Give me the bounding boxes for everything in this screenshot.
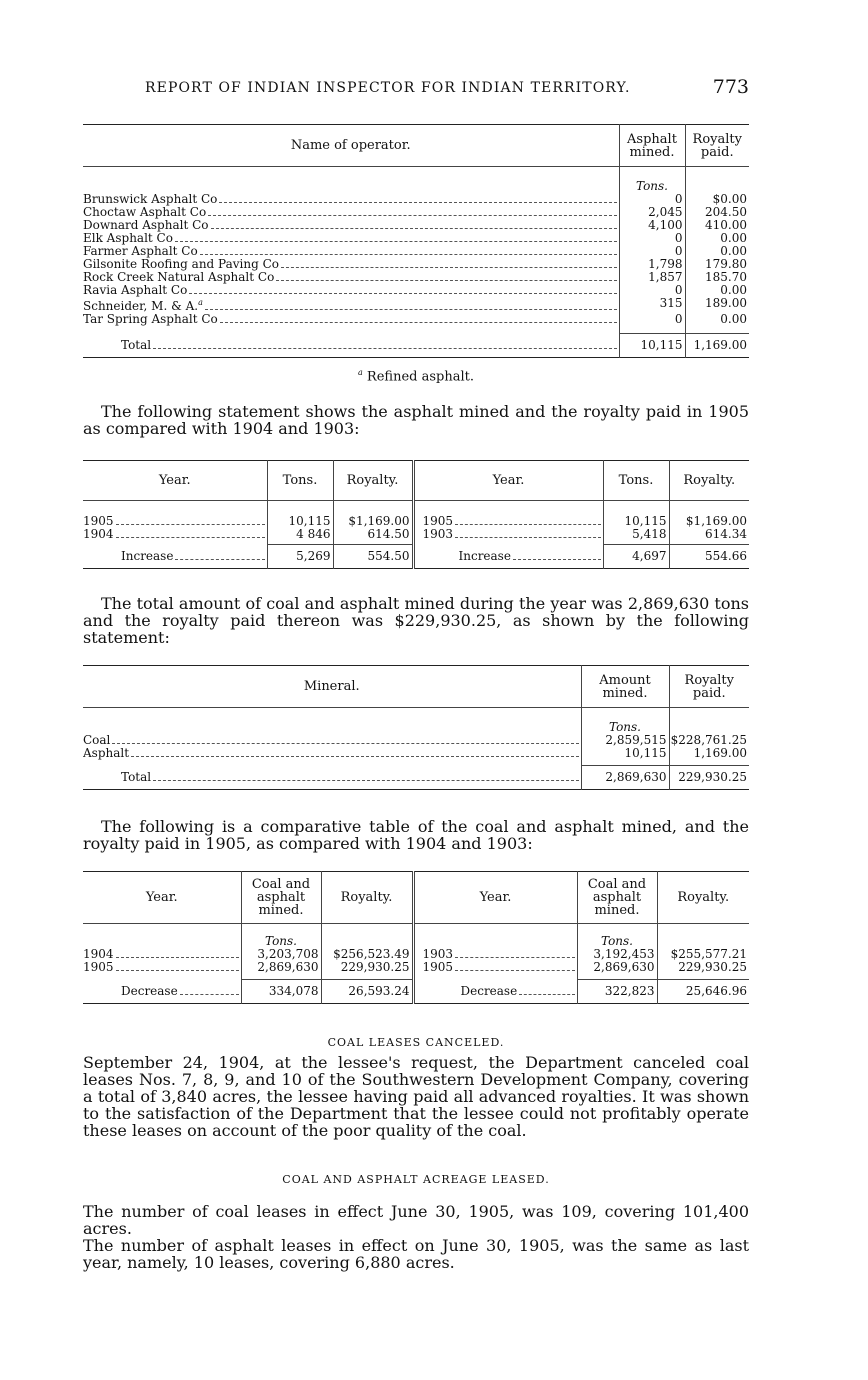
tons-cell-right: 5,418	[603, 528, 669, 541]
increase-label-left: Increase	[121, 549, 174, 563]
increase-royalty-left: 554.50	[333, 545, 413, 569]
increase-label-right: Increase	[458, 549, 511, 563]
paragraph-leases-canceled: September 24, 1904, at the lessee's request, the Department canceled coal leases Nos. 7, 8, 9, and 10 of the Southwestern Development Company, covering a total of 3,840 acres, the lessee having paid all advanced royalties. It was shown to the satisfaction of the Department that the lessee could not profitably operate these leases on account of the poor quality of the coal.	[83, 1053, 749, 1140]
col-header-royalty-left: Royalty.	[321, 872, 413, 924]
mineral-table	[83, 665, 749, 790]
mineral-total-label: Total	[121, 770, 152, 784]
operator-name	[83, 245, 198, 258]
table-row	[83, 961, 749, 974]
units-label: Tons.	[619, 167, 685, 193]
col-header-amount-mined: Amount mined.	[581, 666, 669, 708]
col-header-year-left: Year.	[158, 473, 191, 488]
col-header-royalty-left: Royalty.	[333, 461, 413, 501]
table-row	[83, 747, 749, 760]
paragraph-coal-asphalt-comparison: The following is a comparative table of the coal and asphalt mined, and the royalty paid in 1905, as compared with 1904 and 1903:	[83, 817, 749, 853]
table-row	[83, 284, 749, 297]
operator-name-text: Rock Creek Natural Asphalt Co	[83, 270, 275, 284]
col-header-mined-left: Coal and asphalt mined.	[241, 872, 321, 924]
operator-name-text: Elk Asphalt Co	[83, 231, 173, 245]
royalty-cell-right: 229,930.25	[657, 961, 749, 974]
operator-name-text: Brunswick Asphalt Co	[83, 192, 218, 206]
col-header-tons-right: Tons.	[603, 461, 669, 501]
operator-name-text: Farmer Asphalt Co	[83, 244, 198, 258]
table-row	[83, 271, 749, 284]
coal-asphalt-comparison-table	[83, 871, 749, 1004]
asphalt-operators-rows	[83, 193, 749, 326]
footnote-mark: a	[358, 368, 363, 377]
col-header-year-right: Year.	[413, 872, 577, 924]
operator-name	[83, 271, 274, 284]
operator-name-text: Choctaw Asphalt Co	[83, 205, 207, 219]
paragraph-total-coal-asphalt: The total amount of coal and asphalt mined during the year was 2,869,630 tons and the royalty paid thereon was $229,930.25, as shown by the following statement:	[83, 594, 749, 647]
table-row	[83, 232, 749, 245]
asphalt-year-comparison-table	[83, 460, 749, 569]
increase-tons-left: 5,269	[267, 545, 333, 569]
table-row	[83, 206, 749, 219]
royalty-paid-cell: 0.00	[685, 313, 749, 326]
year-cell-right: 1903	[422, 527, 454, 541]
operator-name	[83, 232, 173, 245]
col-header-asphalt-mined: Asphalt mined.	[619, 125, 685, 167]
royalty-paid-cell: 0.00	[685, 245, 749, 258]
increase-royalty-right: 554.66	[669, 545, 749, 569]
asphalt-mined-cell: 1,798	[619, 258, 685, 271]
section-heading-acreage-leased: COAL AND ASPHALT ACREAGE LEASED.	[282, 1173, 550, 1186]
asphalt-year-rows	[83, 515, 749, 541]
year-cell-left: 1904	[83, 947, 114, 961]
royalty-cell-right: $1,169.00	[669, 515, 749, 528]
table-total-row	[83, 980, 749, 1004]
tons-cell-right: 10,115	[603, 515, 669, 528]
royalty-cell-left: $256,523.49	[321, 948, 413, 961]
page-number: 773	[712, 76, 749, 98]
year-cell-right: 1903	[422, 947, 454, 961]
coal-asphalt-rows	[83, 948, 749, 974]
increase-tons-right: 4,697	[603, 545, 669, 569]
col-header-year-left: Year.	[145, 890, 178, 905]
asphalt-mined-cell: 0	[619, 193, 685, 206]
units-label-left: Tons.	[241, 924, 321, 948]
royalty-paid-cell: 0.00	[685, 232, 749, 245]
operator-name-text: Schneider, M. & A.	[83, 298, 199, 313]
decrease-label-right: Decrease	[460, 984, 518, 998]
col-header-royalty-right: Royalty.	[657, 872, 749, 924]
section-heading-coal-leases-canceled: COAL LEASES CANCELED.	[327, 1036, 505, 1049]
year-cell-left: 1904	[83, 527, 114, 541]
operator-name	[83, 206, 206, 219]
col-header-royalty-right: Royalty.	[669, 461, 749, 501]
asphalt-mined-cell: 0	[619, 313, 685, 326]
table-row	[83, 734, 749, 747]
decrease-royalty-left: 26,593.24	[321, 980, 413, 1004]
decrease-mined-right: 322,823	[577, 980, 657, 1004]
table-total-row	[83, 766, 749, 790]
mineral-royalty-cell: $228,761.25	[670, 732, 747, 747]
mined-cell-right: 3,192,453	[577, 948, 657, 961]
mineral-royalty-cell: 1,169.00	[669, 747, 749, 760]
royalty-paid-cell: 179.80	[685, 258, 749, 271]
mineral-total-mined: 2,869,630	[581, 766, 669, 790]
royalty-cell-left: 229,930.25	[321, 961, 413, 974]
footnote	[83, 368, 749, 384]
paragraph-coal-leases: The number of coal leases in effect June 30, 1905, was 109, covering 101,400 acres.	[83, 1202, 749, 1238]
operator-name	[83, 258, 279, 271]
decrease-royalty-right: 25,646.96	[657, 980, 749, 1004]
table-row	[83, 297, 749, 313]
mineral-mined-cell: 2,859,515	[581, 734, 669, 747]
asphalt-mined-cell: 2,045	[619, 206, 685, 219]
operator-name-text: Ravia Asphalt Co	[83, 283, 188, 297]
table-row	[83, 193, 749, 206]
mineral-name: Coal	[83, 733, 111, 747]
asphalt-mined-cell: 0	[619, 284, 685, 297]
tons-cell-left: 4 846	[267, 528, 333, 541]
table-row	[83, 245, 749, 258]
operator-name	[83, 219, 209, 232]
year-cell-left: 1905	[83, 960, 114, 974]
royalty-paid-cell: 204.50	[685, 206, 749, 219]
operator-name	[83, 284, 187, 297]
table-row	[83, 258, 749, 271]
asphalt-mined-cell: 1,857	[619, 271, 685, 284]
royalty-cell-right: $255,577.21	[657, 948, 749, 961]
royalty-cell-right: 614.34	[669, 528, 749, 541]
paragraph-asphalt-comparison: The following statement shows the asphalt mined and the royalty paid in 1905 as compared with 1904 and 1903:	[83, 402, 749, 438]
asphalt-mined-cell: 0	[619, 245, 685, 258]
operator-name-text: Downard Asphalt Co	[83, 218, 209, 232]
royalty-cell-left: $1,169.00	[333, 515, 413, 528]
asphalt-mined-cell: 4,100	[619, 219, 685, 232]
year-cell-right: 1905	[422, 960, 454, 974]
running-head-title: REPORT OF INDIAN INSPECTOR FOR INDIAN TERRITORY.	[145, 80, 631, 96]
col-header-mined-right: Coal and asphalt mined.	[577, 872, 657, 924]
table-row	[83, 948, 749, 961]
total-mined: 10,115	[619, 334, 685, 358]
royalty-paid-cell: 410.00	[685, 219, 749, 232]
col-header-year-right: Year.	[413, 461, 603, 501]
asphalt-mined-cell: 315	[619, 297, 685, 313]
table-row	[83, 528, 749, 541]
table-row	[83, 219, 749, 232]
royalty-paid-cell: 0.00	[685, 284, 749, 297]
royalty-cell-left: 614.50	[333, 528, 413, 541]
decrease-label-left: Decrease	[121, 984, 178, 998]
footnote-text: Refined asphalt.	[366, 369, 474, 385]
year-cell-left: 1905	[83, 514, 114, 528]
table-row	[83, 313, 749, 326]
royalty-paid-cell: $0.00	[685, 193, 749, 206]
col-header-royalty-paid-mineral: Royalty paid.	[669, 666, 749, 708]
operator-name	[83, 297, 203, 313]
royalty-paid-cell: 185.70	[685, 271, 749, 284]
tons-cell-left: 10,115	[267, 515, 333, 528]
table-total-row	[83, 334, 749, 358]
col-header-operator: Name of operator.	[290, 138, 411, 153]
total-label: Total	[121, 338, 152, 352]
units-label: Tons.	[581, 708, 669, 734]
table-row	[83, 515, 749, 528]
table-total-row	[83, 545, 749, 569]
mineral-name: Asphalt	[83, 746, 130, 760]
decrease-mined-left: 334,078	[241, 980, 321, 1004]
year-cell-right: 1905	[422, 514, 454, 528]
col-header-tons-left: Tons.	[267, 461, 333, 501]
col-header-royalty-paid: Royalty paid.	[685, 125, 749, 167]
operator-name-text: Tar Spring Asphalt Co	[83, 312, 218, 326]
mineral-mined-cell: 10,115	[581, 747, 669, 760]
mined-cell-right: 2,869,630	[577, 961, 657, 974]
col-header-mineral: Mineral.	[303, 679, 360, 694]
total-royalty: 1,169.00	[685, 334, 749, 358]
mined-cell-left: 2,869,630	[241, 961, 321, 974]
units-label-right: Tons.	[577, 924, 657, 948]
mineral-total-royalty: 229,930.25	[669, 766, 749, 790]
asphalt-mined-cell: 0	[619, 232, 685, 245]
asphalt-operators-table	[83, 124, 749, 358]
mineral-rows	[83, 734, 749, 760]
running-head	[83, 76, 749, 102]
paragraph-asphalt-leases: The number of asphalt leases in effect on June 30, 1905, was the same as last year, namely, 10 leases, covering 6,880 acres.	[83, 1236, 749, 1272]
operator-name	[83, 313, 218, 326]
mined-cell-left: 3,203,708	[241, 948, 321, 961]
operator-name	[83, 193, 217, 206]
operator-name-text: Gilsonite Roofing and Paving Co	[83, 257, 279, 271]
footnote-mark: a	[198, 297, 203, 307]
royalty-paid-cell: 189.00	[685, 297, 749, 313]
